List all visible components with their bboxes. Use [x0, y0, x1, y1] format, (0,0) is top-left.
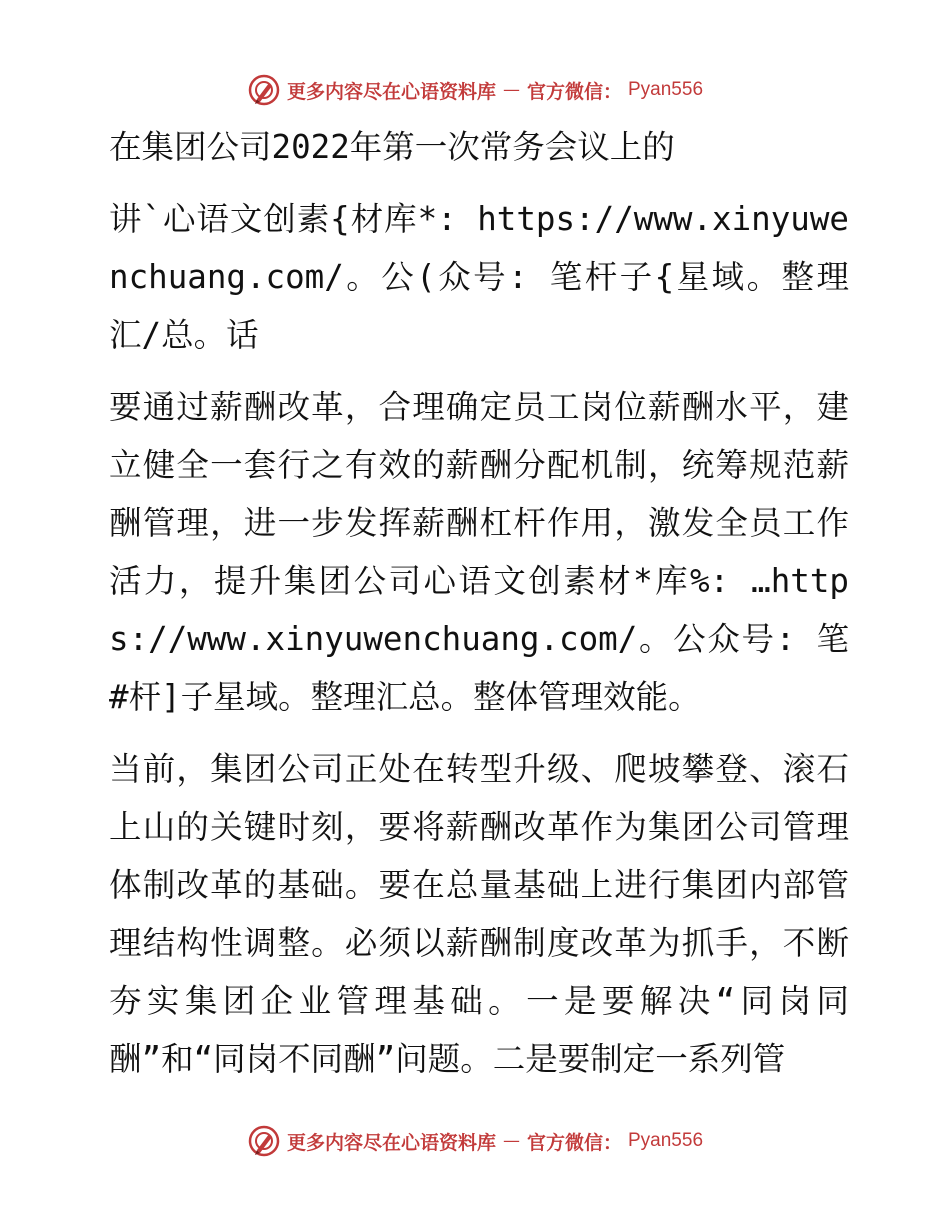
paragraph-1: 讲`心语文创素{材库*: https://www.xinyuwenchuang.com/。公(众号: 笔杆子{星域。整理汇/总。话 [109, 200, 849, 354]
document-body [97, 118, 849, 1088]
watermark-wechat-id: Pyan556 [628, 1130, 704, 1151]
watermark-label: 官方微信： [526, 80, 622, 103]
watermark-header [0, 72, 950, 108]
watermark-dash: — [502, 1131, 520, 1151]
watermark-text: 更多内容尽在心语资料库 [286, 80, 496, 103]
watermark-dash: — [502, 80, 520, 100]
pen-logo-icon [247, 1124, 281, 1158]
watermark-label: 官方微信： [526, 1131, 622, 1154]
watermark-wechat-id: Pyan556 [628, 79, 704, 100]
pen-logo-icon [247, 73, 281, 107]
paragraph-3: 当前，集团公司正处在转型升级、爬坡攀登、滚石上山的关键时刻，要将薪酬改革作为集团公司管理体制改革的基础。要在总量基础上进行集团内部管理结构性调整。必须以薪酬制度改革为抓手，不断夯实集团企业管理基础。一是要解决“同岗同酬”和“同岗不同酬”问题。二是要制定一系列管 [109, 750, 849, 1078]
paragraph-2: 要通过薪酬改革，合理确定员工岗位薪酬水平，建立健全一套行之有效的薪酬分配机制，统筹规范薪酬管理，进一步发挥薪酬杠杆作用，激发全员工作活力，提升集团公司心语文创素材*库%: …https://www.xinyuwenchuang.com/。公众号: 笔#杆]子星域。整理汇总。整体管理效能。 [109, 388, 849, 716]
watermark-footer [0, 1123, 950, 1159]
watermark-text: 更多内容尽在心语资料库 [286, 1131, 496, 1154]
document-title-line: 在集团公司2022年第一次常务会议上的 [109, 128, 675, 166]
